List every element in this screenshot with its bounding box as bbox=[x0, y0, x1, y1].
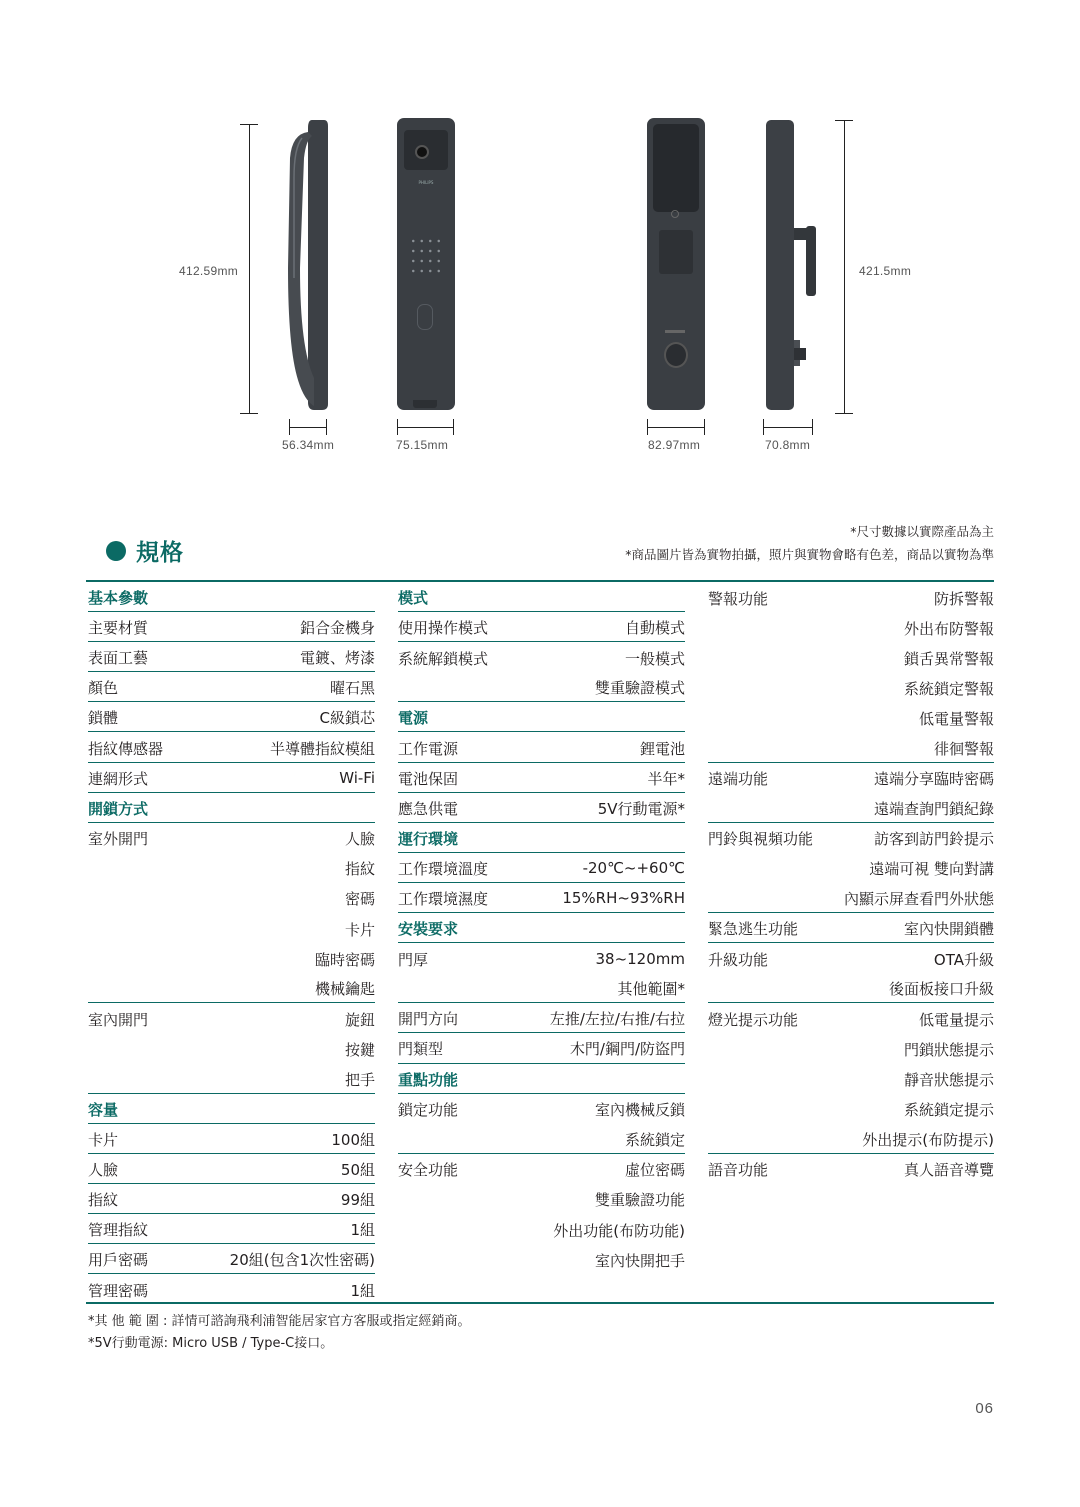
page-number: 06 bbox=[975, 1400, 994, 1417]
spec-key: 連網形式 bbox=[88, 769, 149, 788]
spec-value: Wi-Fi bbox=[339, 769, 375, 788]
spec-value: 雙重驗證功能 bbox=[594, 1191, 685, 1210]
spec-value: 20組(包含1次性密碼) bbox=[229, 1251, 375, 1270]
section-title: 規格 bbox=[136, 540, 184, 566]
spec-row bbox=[708, 732, 994, 762]
spec-key: 語音功能 bbox=[708, 1161, 769, 1180]
spec-row bbox=[398, 612, 685, 642]
spec-row bbox=[398, 793, 685, 823]
spec-row bbox=[708, 612, 994, 642]
spec-value: 系統鎖定警報 bbox=[903, 679, 994, 698]
spec-value: 半導體指紋模組 bbox=[269, 739, 375, 758]
spec-value: 100組 bbox=[331, 1130, 375, 1149]
spec-key: 模式 bbox=[398, 589, 429, 608]
spec-row bbox=[398, 943, 685, 973]
spec-row bbox=[88, 763, 375, 793]
spec-row bbox=[708, 853, 994, 883]
spec-key: 室內開門 bbox=[88, 1010, 149, 1029]
dim-cap bbox=[453, 419, 454, 435]
spec-value: 木門/鋼門/防盜門 bbox=[569, 1040, 685, 1059]
dim-cap bbox=[812, 419, 813, 435]
spec-key: 人臉 bbox=[88, 1160, 119, 1179]
spec-value: 臨時密碼 bbox=[314, 950, 375, 969]
spec-row bbox=[398, 672, 685, 702]
spec-row bbox=[88, 1154, 375, 1184]
bullet-dot-icon bbox=[106, 541, 126, 561]
spec-row bbox=[708, 582, 994, 612]
spec-section-header bbox=[398, 1064, 685, 1094]
spec-row bbox=[398, 1003, 685, 1033]
spec-value: 低電量提示 bbox=[918, 1010, 994, 1029]
spec-value: 訪客到訪門鈴提示 bbox=[873, 830, 994, 849]
spec-row bbox=[398, 763, 685, 793]
spec-row bbox=[88, 1214, 375, 1244]
spec-row bbox=[88, 1184, 375, 1214]
spec-value: 外出提示(布防提示) bbox=[862, 1130, 994, 1149]
spec-key: 表面工藝 bbox=[88, 649, 149, 668]
spec-section-header bbox=[88, 582, 375, 612]
spec-row bbox=[88, 1124, 375, 1154]
spec-value: 靜音狀態提示 bbox=[903, 1071, 994, 1090]
spec-row bbox=[708, 1124, 994, 1154]
width-dim-line bbox=[763, 427, 813, 428]
spec-value: 密碼 bbox=[344, 890, 375, 909]
spec-column-2 bbox=[398, 582, 685, 1274]
spec-row bbox=[398, 1154, 685, 1184]
spec-key: 警報功能 bbox=[708, 589, 769, 608]
spec-key: 應急供電 bbox=[398, 799, 459, 818]
spec-value: OTA升級 bbox=[933, 950, 994, 969]
spec-row bbox=[88, 672, 375, 702]
spec-row bbox=[88, 913, 375, 943]
spec-row bbox=[88, 883, 375, 913]
width-dim-line bbox=[397, 427, 454, 428]
spec-row bbox=[88, 612, 375, 642]
spec-section-header bbox=[398, 702, 685, 732]
width-label-back: 82.97mm bbox=[648, 438, 701, 452]
spec-row bbox=[708, 913, 994, 943]
spec-value: 半年* bbox=[647, 769, 685, 788]
spec-row bbox=[708, 883, 994, 913]
spec-value: 虛位密碼 bbox=[624, 1161, 685, 1180]
spec-row bbox=[708, 702, 994, 732]
spec-key: 指紋 bbox=[88, 1190, 119, 1209]
spec-value: 鎖舌異常警報 bbox=[903, 649, 994, 668]
spec-key: 門鈴與視頻功能 bbox=[708, 830, 814, 849]
spec-row bbox=[708, 763, 994, 793]
spec-row bbox=[88, 732, 375, 762]
spec-value: 旋鈕 bbox=[344, 1010, 375, 1029]
spec-value: 室內快開把手 bbox=[594, 1251, 685, 1270]
spec-value: 系統鎖定提示 bbox=[903, 1101, 994, 1120]
spec-value: 後面板接口升級 bbox=[888, 980, 994, 999]
spec-key: 卡片 bbox=[88, 1130, 119, 1149]
height-label-left: 412.59mm bbox=[179, 264, 239, 278]
spec-value: 曜石黑 bbox=[329, 679, 375, 698]
keypad-icon bbox=[409, 236, 443, 276]
handle-block bbox=[659, 230, 693, 274]
spec-key: 門類型 bbox=[398, 1040, 444, 1059]
dim-cap bbox=[240, 413, 258, 414]
indoor-screen bbox=[653, 124, 699, 212]
spec-key: 重點功能 bbox=[398, 1070, 459, 1089]
spec-value: 左推/左拉/右推/右拉 bbox=[549, 1010, 685, 1029]
spec-row bbox=[88, 973, 375, 1003]
width-label-side-right: 70.8mm bbox=[765, 438, 811, 452]
spec-value: 按鍵 bbox=[344, 1040, 375, 1059]
photo-note: *商品圖片皆為實物拍攝，照片與實物會略有色差，商品以實物為準 bbox=[625, 547, 994, 562]
size-note: *尺寸數據以實際產品為主 bbox=[850, 524, 994, 539]
spec-value: 99組 bbox=[340, 1190, 375, 1209]
spec-row bbox=[398, 883, 685, 913]
spec-value: 低電量警報 bbox=[918, 709, 994, 728]
spec-value: 機械鑰匙 bbox=[314, 980, 375, 999]
spec-value: 雙重驗證模式 bbox=[594, 679, 685, 698]
table-bottom-rule bbox=[86, 1302, 994, 1304]
spec-row bbox=[398, 973, 685, 1003]
spec-value: 門鎖狀態提示 bbox=[903, 1040, 994, 1059]
spec-section-header bbox=[88, 793, 375, 823]
spec-key: 工作環境濕度 bbox=[398, 889, 489, 908]
spec-row bbox=[88, 853, 375, 883]
spec-section-header bbox=[398, 823, 685, 853]
spec-value: 1組 bbox=[350, 1281, 375, 1300]
spec-key: 運行環境 bbox=[398, 829, 459, 848]
spec-row bbox=[398, 1244, 685, 1274]
spec-key: 安全功能 bbox=[398, 1161, 459, 1180]
button-icon bbox=[671, 210, 679, 218]
spec-key: 顏色 bbox=[88, 679, 119, 698]
spec-key: 管理指紋 bbox=[88, 1221, 149, 1240]
spec-row bbox=[88, 943, 375, 973]
spec-key: 用戶密碼 bbox=[88, 1251, 149, 1270]
spec-value: C級鎖芯 bbox=[319, 709, 375, 728]
spec-row bbox=[88, 642, 375, 672]
spec-key: 安裝要求 bbox=[398, 920, 459, 939]
camera-icon bbox=[415, 145, 429, 159]
spec-key: 工作環境溫度 bbox=[398, 859, 489, 878]
spec-value: 鋰電池 bbox=[639, 739, 685, 758]
spec-value: 外出功能(布防功能) bbox=[553, 1221, 685, 1240]
lock-front-view bbox=[397, 118, 455, 410]
spec-value: 遠端可視 雙向對講 bbox=[869, 860, 994, 879]
spec-section-header bbox=[398, 913, 685, 943]
spec-value: 室內快開鎖體 bbox=[903, 920, 994, 939]
spec-row bbox=[708, 1094, 994, 1124]
height-dim-line-right bbox=[844, 120, 845, 414]
spec-value: 外出布防警報 bbox=[903, 619, 994, 638]
spec-row bbox=[708, 1003, 994, 1033]
spec-row bbox=[88, 1003, 375, 1033]
spec-row bbox=[708, 943, 994, 973]
spec-row bbox=[708, 1154, 994, 1184]
height-dim-line-left bbox=[249, 124, 250, 414]
spec-value: 1組 bbox=[350, 1221, 375, 1240]
spec-section-header bbox=[88, 1094, 375, 1124]
spec-row bbox=[708, 973, 994, 1003]
spec-row bbox=[398, 1124, 685, 1154]
width-label-side-left: 56.34mm bbox=[282, 438, 335, 452]
spec-row bbox=[398, 1094, 685, 1124]
spec-row bbox=[398, 1184, 685, 1214]
bottom-cap bbox=[413, 400, 437, 408]
spec-key: 系統解鎖模式 bbox=[398, 649, 489, 668]
spec-key: 開門方向 bbox=[398, 1010, 459, 1029]
knob-icon bbox=[664, 342, 688, 368]
spec-key: 基本參數 bbox=[88, 589, 149, 608]
spec-value: 真人語音導覽 bbox=[903, 1161, 994, 1180]
spec-row bbox=[708, 1064, 994, 1094]
spec-value: 遠端分享臨時密碼 bbox=[873, 770, 994, 789]
battery-slot bbox=[665, 330, 685, 333]
lock-back-view bbox=[647, 118, 705, 410]
spec-value: -20℃~+60℃ bbox=[582, 859, 685, 878]
footnote-other-range: *其 他 範 圍 : 詳情可諮詢飛利浦智能居家官方客服或指定經銷商。 bbox=[88, 1314, 471, 1329]
spec-key: 門厚 bbox=[398, 950, 429, 969]
spec-row bbox=[398, 732, 685, 762]
spec-value: 卡片 bbox=[344, 920, 375, 939]
spec-key: 開鎖方式 bbox=[88, 799, 149, 818]
spec-key: 電池保固 bbox=[398, 769, 459, 788]
spec-key: 升級功能 bbox=[708, 950, 769, 969]
width-dim-line bbox=[289, 427, 327, 428]
brand-logo: PHILIPS bbox=[418, 180, 434, 185]
spec-value: 其他範圍* bbox=[617, 980, 685, 999]
spec-value: 遠端查詢門鎖紀錄 bbox=[873, 799, 994, 818]
spec-key: 電源 bbox=[398, 709, 429, 728]
spec-value: 把手 bbox=[344, 1070, 375, 1089]
spec-row bbox=[88, 823, 375, 853]
lock-side-view-right bbox=[764, 118, 824, 412]
spec-value: 徘徊警報 bbox=[933, 739, 994, 758]
spec-value: 38~120mm bbox=[595, 950, 685, 969]
spec-value: 指紋 bbox=[344, 860, 375, 879]
fingerprint-icon bbox=[417, 304, 433, 330]
spec-key: 鎖定功能 bbox=[398, 1101, 459, 1120]
spec-row bbox=[708, 793, 994, 823]
spec-value: 防拆警報 bbox=[933, 589, 994, 608]
spec-row bbox=[88, 1274, 375, 1304]
footnote-power-bank: *5V行動電源: Micro USB / Type-C接口。 bbox=[88, 1336, 334, 1351]
spec-value: 室內機械反鎖 bbox=[594, 1101, 685, 1120]
spec-value: 5V行動電源* bbox=[597, 799, 685, 818]
spec-value: 內顯示屏查看門外狀態 bbox=[843, 889, 994, 908]
spec-value: 50組 bbox=[340, 1160, 375, 1179]
dim-cap bbox=[326, 419, 327, 435]
spec-row bbox=[88, 1244, 375, 1274]
spec-key: 工作電源 bbox=[398, 739, 459, 758]
spec-value: 一般模式 bbox=[624, 649, 685, 668]
spec-column-3 bbox=[708, 582, 994, 1184]
spec-key: 管理密碼 bbox=[88, 1281, 149, 1300]
width-dim-line bbox=[647, 427, 705, 428]
spec-row bbox=[708, 642, 994, 672]
spec-section-header bbox=[398, 582, 685, 612]
spec-column-1 bbox=[88, 582, 375, 1304]
lock-side-view-left bbox=[284, 118, 330, 412]
spec-value: 電鍍、烤漆 bbox=[299, 649, 375, 668]
spec-value: 人臉 bbox=[344, 830, 375, 849]
spec-row bbox=[708, 672, 994, 702]
spec-key: 使用操作模式 bbox=[398, 619, 489, 638]
spec-row bbox=[88, 1064, 375, 1094]
spec-row bbox=[708, 1033, 994, 1063]
spec-row bbox=[708, 823, 994, 853]
spec-key: 指紋傳感器 bbox=[88, 739, 164, 758]
height-label-right: 421.5mm bbox=[859, 264, 912, 278]
spec-key: 燈光提示功能 bbox=[708, 1010, 799, 1029]
spec-key: 室外開門 bbox=[88, 830, 149, 849]
spec-row bbox=[398, 1214, 685, 1244]
section-heading bbox=[106, 534, 184, 567]
spec-row bbox=[88, 702, 375, 732]
spec-value: 鋁合金機身 bbox=[299, 619, 375, 638]
spec-key: 鎖體 bbox=[88, 709, 119, 728]
spec-value: 系統鎖定 bbox=[624, 1130, 685, 1149]
dim-cap bbox=[704, 419, 705, 435]
spec-row bbox=[398, 642, 685, 672]
spec-key: 主要材質 bbox=[88, 619, 149, 638]
spec-key: 容量 bbox=[88, 1100, 119, 1119]
spec-row bbox=[88, 1033, 375, 1063]
spec-value: 15%RH~93%RH bbox=[562, 889, 685, 908]
spec-key: 緊急逃生功能 bbox=[708, 920, 799, 939]
width-label-front: 75.15mm bbox=[396, 438, 449, 452]
spec-row bbox=[398, 1033, 685, 1063]
dim-cap bbox=[835, 413, 853, 414]
spec-row bbox=[398, 853, 685, 883]
spec-value: 自動模式 bbox=[624, 619, 685, 638]
spec-key: 遠端功能 bbox=[708, 770, 769, 789]
